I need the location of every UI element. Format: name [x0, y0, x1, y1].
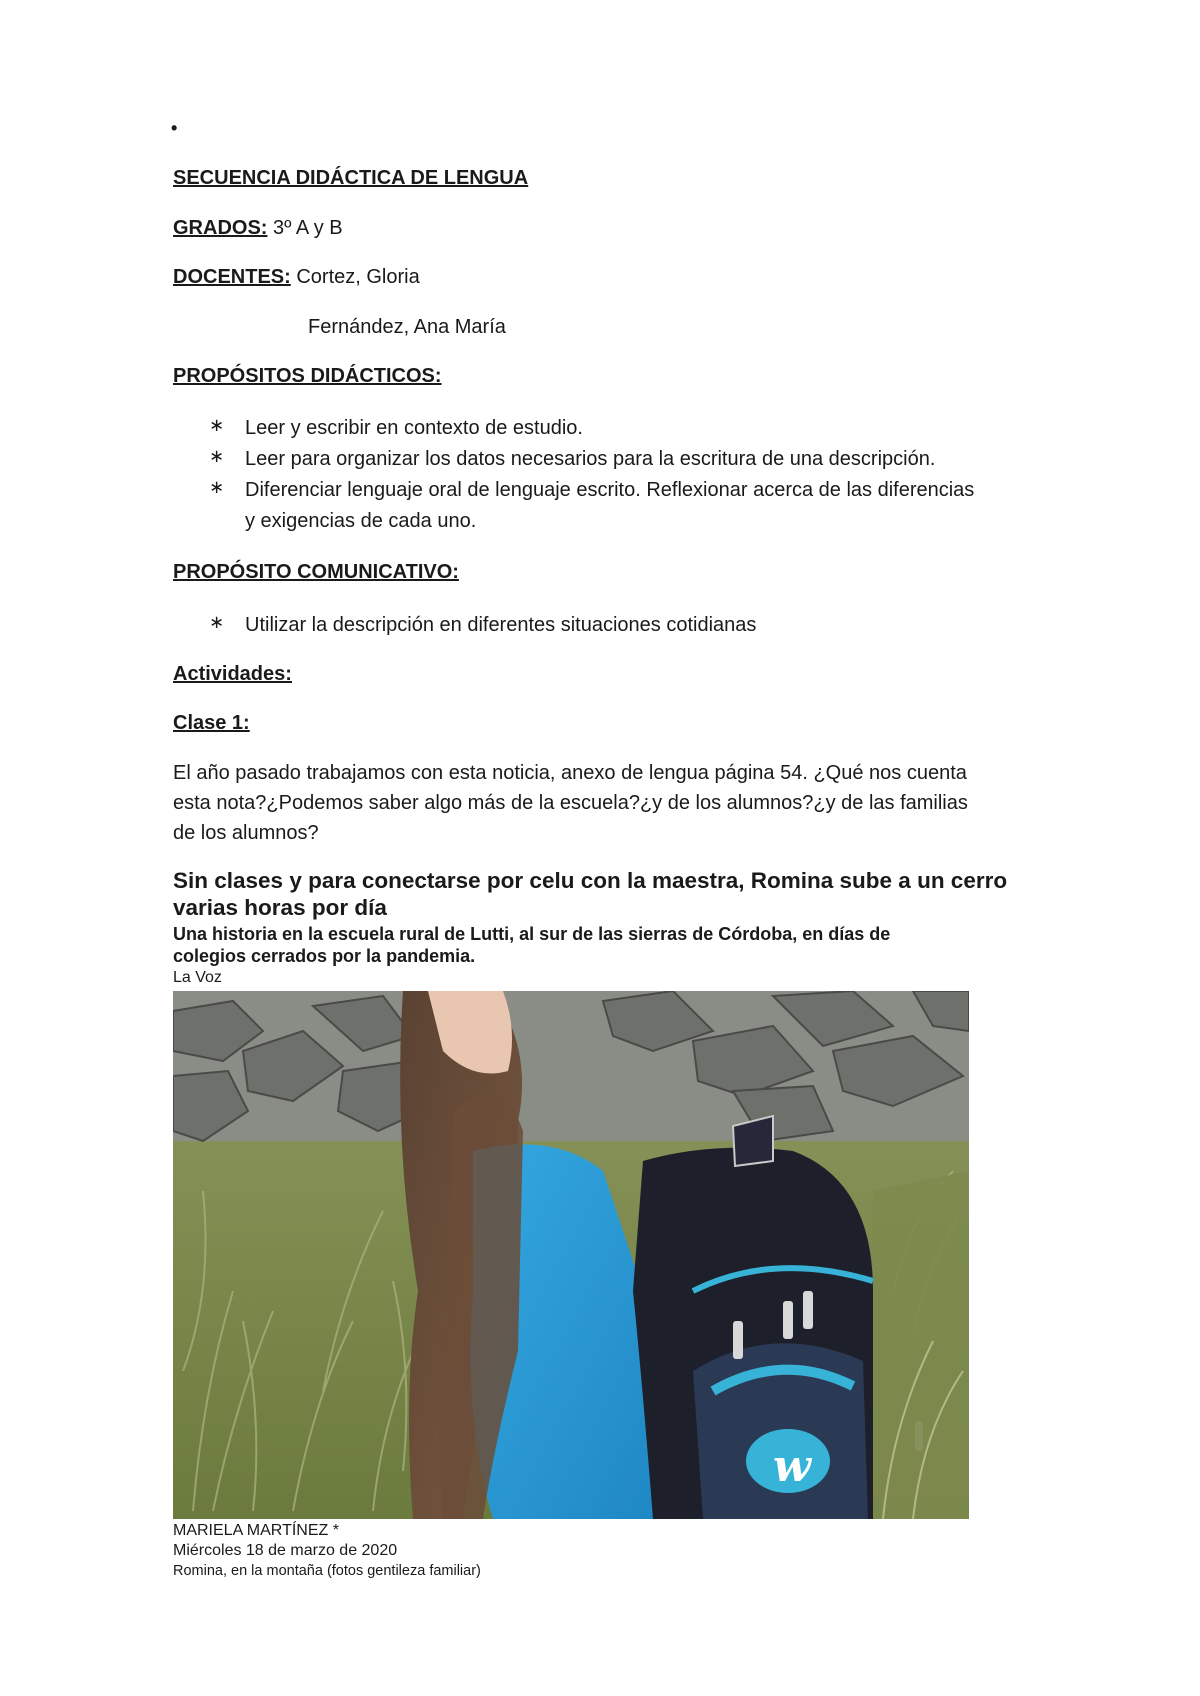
- article-subhead-line-1: Una historia en la escuela rural de Lutti, al sur de las sierras de Córdoba, en días de: [173, 924, 891, 944]
- article-subhead-line-2: colegios cerrados por la pandemia.: [173, 946, 476, 966]
- docentes-line: [173, 262, 420, 292]
- document-title: SECUENCIA DIDÁCTICA DE LENGUA: [173, 167, 529, 189]
- clase1-line-2: esta nota?¿Podemos saber algo más de la escuela?¿y de los alumnos?¿y de las familias: [173, 792, 968, 814]
- proposito-item-3-continued: y exigencias de cada uno.: [245, 510, 477, 532]
- article-author: MARIELA MARTÍNEZ *: [173, 1522, 339, 1539]
- article-headline-line-1: Sin clases y para conectarse por celu con la maestra, Romina sube a un cerro: [173, 868, 1008, 893]
- docente-name-1: Cortez, Gloria: [296, 266, 420, 288]
- bullet-icon: ∗: [209, 477, 225, 497]
- grados-line: [173, 213, 343, 243]
- clase1-line-3: de los alumnos?: [173, 822, 319, 844]
- photo-caption: Romina, en la montaña (fotos gentileza familiar): [173, 1563, 481, 1579]
- backpack-logo: w: [773, 1441, 811, 1492]
- article-date: Miércoles 18 de marzo de 2020: [173, 1542, 398, 1559]
- bullet-icon: ∗: [209, 612, 225, 632]
- bullet-icon: ∗: [209, 415, 225, 435]
- clase1-heading: Clase 1:: [173, 712, 250, 734]
- actividades-heading: Actividades:: [173, 663, 292, 685]
- proposito-item-1: Leer y escribir en contexto de estudio.: [245, 417, 583, 439]
- article-headline-line-2: varias horas por día: [173, 895, 387, 920]
- header-mark: •: [171, 118, 178, 138]
- grados-value: 3º A y B: [273, 217, 343, 239]
- grados-label: GRADOS:: [173, 217, 268, 239]
- article-source: La Voz: [173, 969, 222, 986]
- comunicativo-item-1: Utilizar la descripción en diferentes situaciones cotidianas: [245, 614, 757, 636]
- docente-name-2: Fernández, Ana María: [308, 316, 506, 338]
- propositos-didacticos-heading: PROPÓSITOS DIDÁCTICOS:: [173, 365, 442, 387]
- proposito-item-3: Diferenciar lenguaje oral de lenguaje escrito. Reflexionar acerca de las diferencias: [245, 479, 975, 501]
- proposito-item-2: Leer para organizar los datos necesarios para la escritura de una descripción.: [245, 448, 936, 470]
- bullet-icon: ∗: [209, 446, 225, 466]
- clase1-line-1: El año pasado trabajamos con esta noticia, anexo de lengua página 54. ¿Qué nos cuenta: [173, 762, 967, 784]
- proposito-comunicativo-heading: PROPÓSITO COMUNICATIVO:: [173, 561, 459, 583]
- article-photo: [173, 991, 969, 1519]
- docentes-label: DOCENTES:: [173, 266, 291, 288]
